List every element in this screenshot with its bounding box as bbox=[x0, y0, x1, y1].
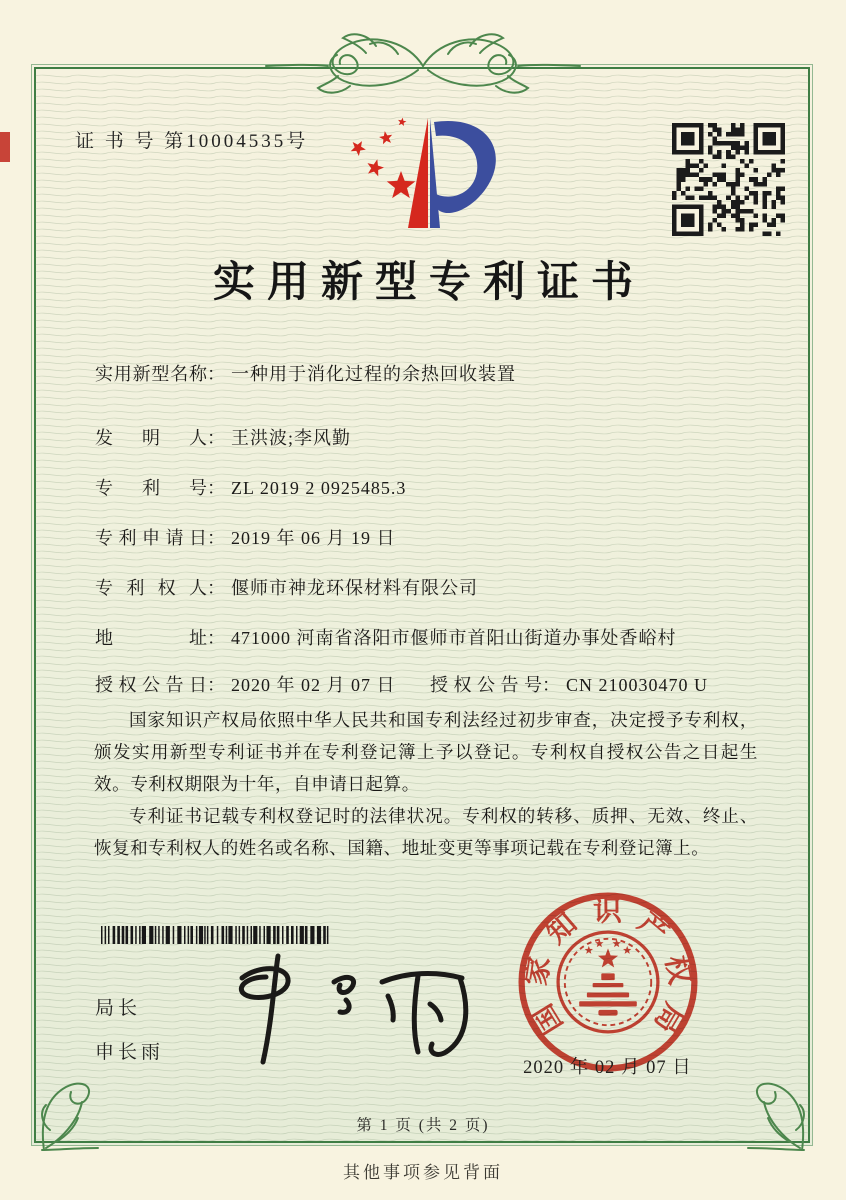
field-colon: ： bbox=[207, 628, 225, 648]
field-value: 471000 河南省洛阳市偃师市首阳山街道办事处香峪村 bbox=[231, 628, 677, 648]
field-value: 2019 年 06 月 19 日 bbox=[231, 528, 396, 548]
field-value: CN 210030470 U bbox=[566, 675, 709, 695]
field-label: 专利权人 bbox=[95, 578, 207, 598]
handwritten-signature-icon bbox=[222, 948, 478, 1070]
back-side-note: 其他事项参见背面 bbox=[343, 1163, 503, 1182]
cnipa-round-seal-icon bbox=[512, 886, 704, 1078]
field-colon: ： bbox=[207, 364, 225, 384]
field-label: 授权公告号 bbox=[430, 675, 542, 695]
field-label: 发明人 bbox=[95, 428, 207, 448]
field-label: 专利申请日 bbox=[95, 528, 207, 548]
field-row-utility-model-name bbox=[95, 360, 791, 386]
field-label: 地址 bbox=[95, 628, 207, 648]
page-indicator: 第 1 页 (共 2 页) bbox=[356, 1117, 490, 1134]
director-name: 申长雨 bbox=[95, 1042, 165, 1063]
field-value: ZL 2019 2 0925485.3 bbox=[231, 478, 407, 498]
field-colon: ： bbox=[207, 528, 225, 548]
field-colon: ： bbox=[207, 428, 225, 448]
national-emblem-icon bbox=[558, 932, 658, 1032]
director-block bbox=[95, 993, 164, 1081]
legal-text-block bbox=[94, 704, 758, 864]
qr-code-icon bbox=[672, 123, 785, 236]
signature-name bbox=[0, 0, 1, 1]
field-value: 2020 年 02 月 07 日 bbox=[231, 675, 396, 695]
legal-paragraph: 国家知识产权局依照中华人民共和国专利法经过初步审查，决定授予专利权，颁发实用新型专利证书并在专利登记簿上予以登记。专利权自授权公告之日起生效。专利权期限为十年，自申请日起算。 bbox=[94, 710, 758, 795]
barcode-icon bbox=[100, 926, 332, 944]
cnipa-logo-icon bbox=[344, 112, 506, 236]
field-colon: ： bbox=[207, 675, 225, 695]
top-flourish-ornament-icon bbox=[258, 26, 588, 102]
legal-paragraph: 专利证书记载专利权登记时的法律状况。专利权的转移、质押、无效、终止、恢复和专利权人的姓名或名称、国籍、地址变更等事项记载在专利登记簿上。 bbox=[94, 806, 758, 859]
corner-flourish-icon bbox=[738, 1058, 810, 1154]
field-value: 一种用于消化过程的余热回收装置 bbox=[231, 364, 516, 384]
field-row-grant-date bbox=[95, 671, 791, 697]
field-value: 王洪波;李风勤 bbox=[231, 428, 352, 448]
field-row-patentee bbox=[95, 574, 791, 600]
field-label: 专利号 bbox=[95, 478, 207, 498]
field-row-inventor bbox=[95, 424, 791, 450]
field-colon: ： bbox=[207, 478, 225, 498]
field-colon: ： bbox=[542, 675, 560, 695]
field-value: 偃师市神龙环保材料有限公司 bbox=[231, 578, 478, 598]
seal-date: 2020 年 02 月 07 日 bbox=[523, 1058, 692, 1078]
field-grant-publication-number bbox=[430, 671, 708, 697]
director-title: 局长 bbox=[95, 998, 142, 1019]
certificate-number: 证 书 号 第10004535号 bbox=[75, 131, 309, 152]
field-colon: ： bbox=[207, 578, 225, 598]
field-row-patent-number bbox=[95, 474, 791, 500]
field-row-filing-date bbox=[95, 524, 791, 550]
seal-text: 国家知识产权局 bbox=[520, 895, 696, 1040]
red-edge-mark bbox=[0, 132, 10, 162]
field-row-address bbox=[95, 624, 791, 650]
field-label: 实用新型名称 bbox=[95, 364, 207, 384]
page-title: 实用新型专利证书 bbox=[212, 260, 645, 306]
field-label: 授权公告日 bbox=[95, 675, 207, 695]
